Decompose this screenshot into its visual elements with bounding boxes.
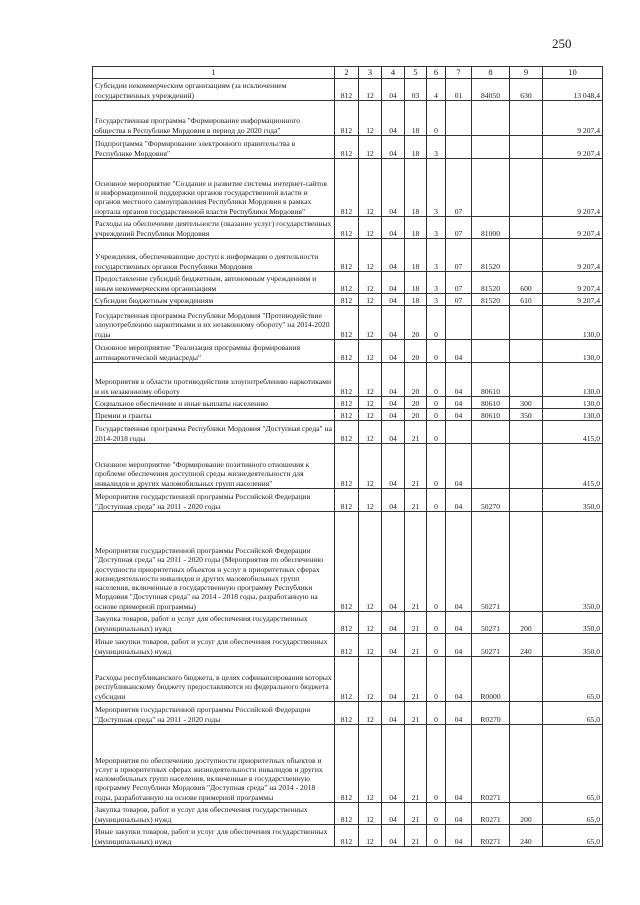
amount-cell: 65,0 [543, 657, 603, 702]
header-cell: 5 [405, 67, 427, 79]
subprogram-code-cell: 3 [427, 294, 446, 306]
ministry-code-cell: 812 [335, 421, 359, 444]
subsection-code-cell: 04 [382, 101, 405, 136]
budget-item-name-cell: Государственная программа "Формирование информационного общества в Республике Мордовия в период до 2020 года" [93, 101, 335, 136]
subprogram-code-cell: 0 [427, 657, 446, 702]
subprogram-code-cell: 0 [427, 363, 446, 397]
subsection-code-cell: 04 [382, 409, 405, 421]
ministry-code-cell: 812 [335, 612, 359, 634]
ministry-code-cell: 812 [335, 101, 359, 136]
subprogram-code-cell: 0 [427, 825, 446, 847]
measure-code-cell [446, 101, 472, 136]
expense-type-code-cell: 630 [510, 79, 543, 101]
expense-direction-code-cell: 80610 [472, 409, 510, 421]
subprogram-code-cell: 0 [427, 702, 446, 725]
section-code-cell: 12 [359, 512, 382, 612]
subsection-code-cell: 04 [382, 306, 405, 340]
amount-cell: 65,0 [543, 702, 603, 725]
program-code-cell: 18 [405, 101, 427, 136]
program-code-cell: 21 [405, 634, 427, 657]
measure-code-cell: 04 [446, 725, 472, 803]
budget-item-name-cell: Основное мероприятие "Реализация программы формирования антинаркотической медиасреды" [93, 340, 335, 363]
expense-direction-code-cell: R0000 [472, 657, 510, 702]
subprogram-code-cell: 3 [427, 217, 446, 239]
budget-item-name-cell: Расходы республиканского бюджета, в целях софинансирования которых республиканскому бюджету предоставляются из федерального бюджета субсидии [93, 657, 335, 702]
header-cell: 2 [335, 67, 359, 79]
subsection-code-cell: 04 [382, 397, 405, 409]
ministry-code-cell: 812 [335, 340, 359, 363]
section-code-cell: 12 [359, 489, 382, 512]
subsection-code-cell: 04 [382, 239, 405, 272]
budget-item-name-cell: Подпрограмма "Формирование электронного правительства в Республике Мордовия" [93, 136, 335, 159]
amount-cell: 350,0 [543, 489, 603, 512]
budget-item-name-cell: Мероприятия государственной программы Российской Федерации "Доступная среда" на 2011 - 2020 годы [93, 489, 335, 512]
table-row [93, 306, 603, 340]
subprogram-code-cell: 0 [427, 725, 446, 803]
subsection-code-cell: 04 [382, 634, 405, 657]
subsection-code-cell: 04 [382, 421, 405, 444]
expense-type-code-cell [510, 489, 543, 512]
subsection-code-cell: 04 [382, 825, 405, 847]
measure-code-cell [446, 306, 472, 340]
ministry-code-cell: 812 [335, 803, 359, 825]
measure-code-cell: 04 [446, 409, 472, 421]
program-code-cell: 21 [405, 725, 427, 803]
subprogram-code-cell: 4 [427, 79, 446, 101]
program-code-cell: 21 [405, 702, 427, 725]
table-row [93, 612, 603, 634]
table-row [93, 634, 603, 657]
measure-code-cell: 07 [446, 294, 472, 306]
table-row [93, 512, 603, 612]
measure-code-cell: 07 [446, 217, 472, 239]
amount-cell: 130,0 [543, 340, 603, 363]
subsection-code-cell: 04 [382, 657, 405, 702]
budget-item-name-cell: Учреждения, обеспечивающие доступ к информации о деятельности государственных органов Республики Мордовия [93, 239, 335, 272]
amount-cell: 9 207,4 [543, 159, 603, 217]
program-code-cell: 18 [405, 136, 427, 159]
header-cell: 4 [382, 67, 405, 79]
table-row [93, 79, 603, 101]
header-cell: 7 [446, 67, 472, 79]
ministry-code-cell: 812 [335, 489, 359, 512]
budget-item-name-cell: Основное мероприятие "Формирование позитивного отношения к проблеме обеспечения доступной среды жизнедеятельности для инвалидов и других маломобильных групп населения" [93, 444, 335, 489]
expense-direction-code-cell: 81000 [472, 217, 510, 239]
table-row [93, 239, 603, 272]
expense-direction-code-cell: 81520 [472, 239, 510, 272]
table-row [93, 136, 603, 159]
measure-code-cell [446, 421, 472, 444]
ministry-code-cell: 812 [335, 409, 359, 421]
amount-cell: 415,0 [543, 421, 603, 444]
section-code-cell: 12 [359, 397, 382, 409]
expense-direction-code-cell: R0271 [472, 803, 510, 825]
budget-item-name-cell: Мероприятия государственной программы Российской Федерации "Доступная среда" на 2011 - 2020 годы [93, 702, 335, 725]
section-code-cell: 12 [359, 825, 382, 847]
section-code-cell: 12 [359, 217, 382, 239]
expense-direction-code-cell: 50270 [472, 489, 510, 512]
budget-item-name-cell: Закупка товаров, работ и услуг для обеспечения государственных (муниципальных) нужд [93, 612, 335, 634]
subsection-code-cell: 04 [382, 489, 405, 512]
section-code-cell: 12 [359, 657, 382, 702]
program-code-cell: 18 [405, 272, 427, 294]
program-code-cell: 20 [405, 363, 427, 397]
table-row [93, 725, 603, 803]
table-row [93, 217, 603, 239]
program-code-cell: 21 [405, 444, 427, 489]
subsection-code-cell: 04 [382, 363, 405, 397]
expense-direction-code-cell: 84050 [472, 79, 510, 101]
ministry-code-cell: 812 [335, 725, 359, 803]
subsection-code-cell: 04 [382, 444, 405, 489]
ministry-code-cell: 812 [335, 444, 359, 489]
expense-direction-code-cell [472, 159, 510, 217]
table-row [93, 489, 603, 512]
section-code-cell: 12 [359, 159, 382, 217]
expense-direction-code-cell: R0271 [472, 725, 510, 803]
expense-type-code-cell [510, 101, 543, 136]
subsection-code-cell: 04 [382, 217, 405, 239]
budget-table [92, 66, 603, 847]
budget-item-name-cell: Мероприятия в области противодействия злоупотреблению наркотиками и их незаконному обороту [93, 363, 335, 397]
section-code-cell: 12 [359, 306, 382, 340]
header-cell: 8 [472, 67, 510, 79]
measure-code-cell: 04 [446, 512, 472, 612]
budget-item-name-cell: Закупка товаров, работ и услуг для обеспечения государственных (муниципальных) нужд [93, 803, 335, 825]
table-row [93, 101, 603, 136]
program-code-cell: 18 [405, 239, 427, 272]
amount-cell: 9 207,4 [543, 136, 603, 159]
amount-cell: 130,0 [543, 409, 603, 421]
program-code-cell: 21 [405, 657, 427, 702]
budget-item-name-cell: Государственная программа Республики Мордовия "Доступная среда" на 2014-2018 годы [93, 421, 335, 444]
header-row [93, 67, 603, 79]
amount-cell: 350,0 [543, 512, 603, 612]
expense-direction-code-cell: 50271 [472, 634, 510, 657]
amount-cell: 13 048,4 [543, 79, 603, 101]
program-code-cell: 21 [405, 825, 427, 847]
subsection-code-cell: 04 [382, 272, 405, 294]
ministry-code-cell: 812 [335, 825, 359, 847]
subprogram-code-cell: 0 [427, 340, 446, 363]
program-code-cell: 20 [405, 306, 427, 340]
subprogram-code-cell: 0 [427, 101, 446, 136]
ministry-code-cell: 812 [335, 702, 359, 725]
table-row [93, 702, 603, 725]
subprogram-code-cell: 0 [427, 306, 446, 340]
expense-type-code-cell [510, 725, 543, 803]
budget-item-name-cell: Предоставление субсидий бюджетным, автономным учреждениям и иным некоммерческим организациям [93, 272, 335, 294]
subsection-code-cell: 04 [382, 79, 405, 101]
amount-cell: 9 207,4 [543, 272, 603, 294]
header-cell: 9 [510, 67, 543, 79]
program-code-cell: 18 [405, 217, 427, 239]
expense-type-code-cell: 300 [510, 397, 543, 409]
ministry-code-cell: 812 [335, 79, 359, 101]
budget-item-name-cell: Социальное обеспечение и иные выплаты населению [93, 397, 335, 409]
amount-cell: 65,0 [543, 825, 603, 847]
subprogram-code-cell: 0 [427, 421, 446, 444]
subprogram-code-cell: 0 [427, 512, 446, 612]
subsection-code-cell: 04 [382, 803, 405, 825]
page-number: 250 [552, 36, 572, 51]
subprogram-code-cell: 3 [427, 272, 446, 294]
program-code-cell: 21 [405, 421, 427, 444]
subsection-code-cell: 04 [382, 340, 405, 363]
expense-direction-code-cell: 80610 [472, 397, 510, 409]
section-code-cell: 12 [359, 421, 382, 444]
table-row [93, 825, 603, 847]
table-row [93, 409, 603, 421]
amount-cell: 130,0 [543, 363, 603, 397]
subprogram-code-cell: 3 [427, 239, 446, 272]
ministry-code-cell: 812 [335, 136, 359, 159]
ministry-code-cell: 812 [335, 306, 359, 340]
subprogram-code-cell: 0 [427, 634, 446, 657]
section-code-cell: 12 [359, 239, 382, 272]
budget-item-name-cell: Мероприятия государственной программы Российской Федерации "Доступная среда" на 2011 - 2020 годы (Мероприятия по обеспечению доступности приоритетных объектов и услуг в приоритетных сферах жизнедеятельности инвалидов и других маломобильных групп населения, включенные в государственную программу Республики Мордовия "Доступная среда" на 2014 - 2018 годы, разработанную на основе примерной программы) [93, 512, 335, 612]
amount-cell: 65,0 [543, 803, 603, 825]
budget-item-name-cell: Иные закупки товаров, работ и услуг для обеспечения государственных (муниципальных) нужд [93, 825, 335, 847]
expense-direction-code-cell: 81520 [472, 294, 510, 306]
table-body [93, 79, 603, 847]
table-row [93, 421, 603, 444]
section-code-cell: 12 [359, 294, 382, 306]
expense-type-code-cell: 350 [510, 409, 543, 421]
expense-type-code-cell [510, 363, 543, 397]
budget-item-name-cell: Государственная программа Республики Мордовия "Противодействие злоупотреблению наркотиками и их незаконному обороту" на 2014-2020 годы [93, 306, 335, 340]
program-code-cell: 21 [405, 489, 427, 512]
section-code-cell: 12 [359, 363, 382, 397]
measure-code-cell: 04 [446, 803, 472, 825]
program-code-cell: 18 [405, 159, 427, 217]
subprogram-code-cell: 3 [427, 136, 446, 159]
section-code-cell: 12 [359, 136, 382, 159]
expense-type-code-cell: 240 [510, 825, 543, 847]
program-code-cell: 20 [405, 340, 427, 363]
amount-cell: 415,0 [543, 444, 603, 489]
section-code-cell: 12 [359, 803, 382, 825]
amount-cell: 350,0 [543, 634, 603, 657]
ministry-code-cell: 812 [335, 294, 359, 306]
table-row [93, 159, 603, 217]
section-code-cell: 12 [359, 444, 382, 489]
subsection-code-cell: 04 [382, 159, 405, 217]
subsection-code-cell: 04 [382, 294, 405, 306]
header-cell: 10 [543, 67, 603, 79]
program-code-cell: 20 [405, 409, 427, 421]
table-row [93, 340, 603, 363]
measure-code-cell: 04 [446, 657, 472, 702]
ministry-code-cell: 812 [335, 657, 359, 702]
expense-type-code-cell [510, 657, 543, 702]
ministry-code-cell: 812 [335, 512, 359, 612]
expense-type-code-cell: 200 [510, 612, 543, 634]
expense-direction-code-cell [472, 306, 510, 340]
expense-direction-code-cell [472, 444, 510, 489]
subsection-code-cell: 04 [382, 136, 405, 159]
expense-type-code-cell: 240 [510, 634, 543, 657]
header-cell: 1 [93, 67, 335, 79]
section-code-cell: 12 [359, 272, 382, 294]
expense-direction-code-cell [472, 136, 510, 159]
subprogram-code-cell: 0 [427, 444, 446, 489]
amount-cell: 9 207,4 [543, 294, 603, 306]
header-cell: 6 [427, 67, 446, 79]
budget-item-name-cell: Субсидии некоммерческим организациям (за исключением государственных учреждений) [93, 79, 335, 101]
amount-cell: 130,0 [543, 306, 603, 340]
expense-type-code-cell: 600 [510, 272, 543, 294]
program-code-cell: 18 [405, 294, 427, 306]
ministry-code-cell: 812 [335, 159, 359, 217]
subprogram-code-cell: 0 [427, 409, 446, 421]
section-code-cell: 12 [359, 409, 382, 421]
amount-cell: 9 207,4 [543, 217, 603, 239]
table-row [93, 397, 603, 409]
table-row [93, 272, 603, 294]
measure-code-cell: 04 [446, 444, 472, 489]
expense-direction-code-cell: 50271 [472, 612, 510, 634]
section-code-cell: 12 [359, 612, 382, 634]
expense-direction-code-cell [472, 101, 510, 136]
subprogram-code-cell: 0 [427, 803, 446, 825]
expense-type-code-cell [510, 217, 543, 239]
program-code-cell: 21 [405, 612, 427, 634]
subsection-code-cell: 04 [382, 612, 405, 634]
expense-direction-code-cell [472, 421, 510, 444]
table-row [93, 363, 603, 397]
measure-code-cell: 04 [446, 340, 472, 363]
expense-type-code-cell [510, 159, 543, 217]
amount-cell: 130,0 [543, 397, 603, 409]
section-code-cell: 12 [359, 340, 382, 363]
measure-code-cell [446, 136, 472, 159]
ministry-code-cell: 812 [335, 634, 359, 657]
budget-item-name-cell: Иные закупки товаров, работ и услуг для обеспечения государственных (муниципальных) нужд [93, 634, 335, 657]
program-code-cell: 21 [405, 512, 427, 612]
table-header [93, 67, 603, 79]
expense-type-code-cell [510, 444, 543, 489]
measure-code-cell: 07 [446, 239, 472, 272]
expense-direction-code-cell: R0271 [472, 825, 510, 847]
expense-type-code-cell [510, 421, 543, 444]
budget-item-name-cell: Расходы на обеспечение деятельности (оказание услуг) государственных учреждений Республики Мордовия [93, 217, 335, 239]
section-code-cell: 12 [359, 79, 382, 101]
expense-type-code-cell [510, 136, 543, 159]
program-code-cell: 20 [405, 397, 427, 409]
section-code-cell: 12 [359, 101, 382, 136]
amount-cell: 9 207,4 [543, 239, 603, 272]
amount-cell: 9 207,4 [543, 101, 603, 136]
measure-code-cell: 04 [446, 363, 472, 397]
expense-type-code-cell [510, 239, 543, 272]
subsection-code-cell: 04 [382, 725, 405, 803]
measure-code-cell: 04 [446, 702, 472, 725]
expense-type-code-cell: 610 [510, 294, 543, 306]
expense-type-code-cell [510, 702, 543, 725]
budget-item-name-cell: Мероприятия по обеспечению доступности приоритетных объектов и услуг в приоритетных сферах жизнедеятельности инвалидов и других маломобильных групп населения, включенные в государственную программу Республики Мордовия "Доступная среда" на 2014 - 2018 годы, разработанную на основе примерной программы [93, 725, 335, 803]
program-code-cell: 03 [405, 79, 427, 101]
section-code-cell: 12 [359, 725, 382, 803]
measure-code-cell: 04 [446, 612, 472, 634]
subprogram-code-cell: 0 [427, 397, 446, 409]
measure-code-cell: 04 [446, 397, 472, 409]
table-row [93, 657, 603, 702]
subprogram-code-cell: 0 [427, 489, 446, 512]
subprogram-code-cell: 3 [427, 159, 446, 217]
budget-item-name-cell: Субсидии бюджетным учреждениям [93, 294, 335, 306]
measure-code-cell: 04 [446, 489, 472, 512]
measure-code-cell: 04 [446, 825, 472, 847]
subprogram-code-cell: 0 [427, 612, 446, 634]
section-code-cell: 12 [359, 634, 382, 657]
program-code-cell: 21 [405, 803, 427, 825]
table-row [93, 294, 603, 306]
expense-direction-code-cell: 80610 [472, 363, 510, 397]
subsection-code-cell: 04 [382, 702, 405, 725]
amount-cell: 65,0 [543, 725, 603, 803]
measure-code-cell: 01 [446, 79, 472, 101]
expense-type-code-cell [510, 512, 543, 612]
expense-direction-code-cell: R0270 [472, 702, 510, 725]
expense-direction-code-cell [472, 340, 510, 363]
amount-cell: 350,0 [543, 612, 603, 634]
ministry-code-cell: 812 [335, 397, 359, 409]
table-row [93, 803, 603, 825]
table-row [93, 444, 603, 489]
budget-item-name-cell: Основное мероприятие "Создание и развитие системы интернет-сайтов и информационной поддержки органов государственной власти и органов местного самоуправления Республики Мордовия в рамках портала органов государственной власти Республики Мордовия" [93, 159, 335, 217]
expense-type-code-cell [510, 340, 543, 363]
expense-type-code-cell [510, 306, 543, 340]
ministry-code-cell: 812 [335, 217, 359, 239]
ministry-code-cell: 812 [335, 272, 359, 294]
ministry-code-cell: 812 [335, 363, 359, 397]
budget-item-name-cell: Премии и гранты [93, 409, 335, 421]
ministry-code-cell: 812 [335, 239, 359, 272]
measure-code-cell: 04 [446, 634, 472, 657]
measure-code-cell: 07 [446, 159, 472, 217]
header-cell: 3 [359, 67, 382, 79]
section-code-cell: 12 [359, 702, 382, 725]
subsection-code-cell: 04 [382, 512, 405, 612]
expense-direction-code-cell: 50271 [472, 512, 510, 612]
measure-code-cell: 07 [446, 272, 472, 294]
expense-direction-code-cell: 81520 [472, 272, 510, 294]
expense-type-code-cell: 200 [510, 803, 543, 825]
